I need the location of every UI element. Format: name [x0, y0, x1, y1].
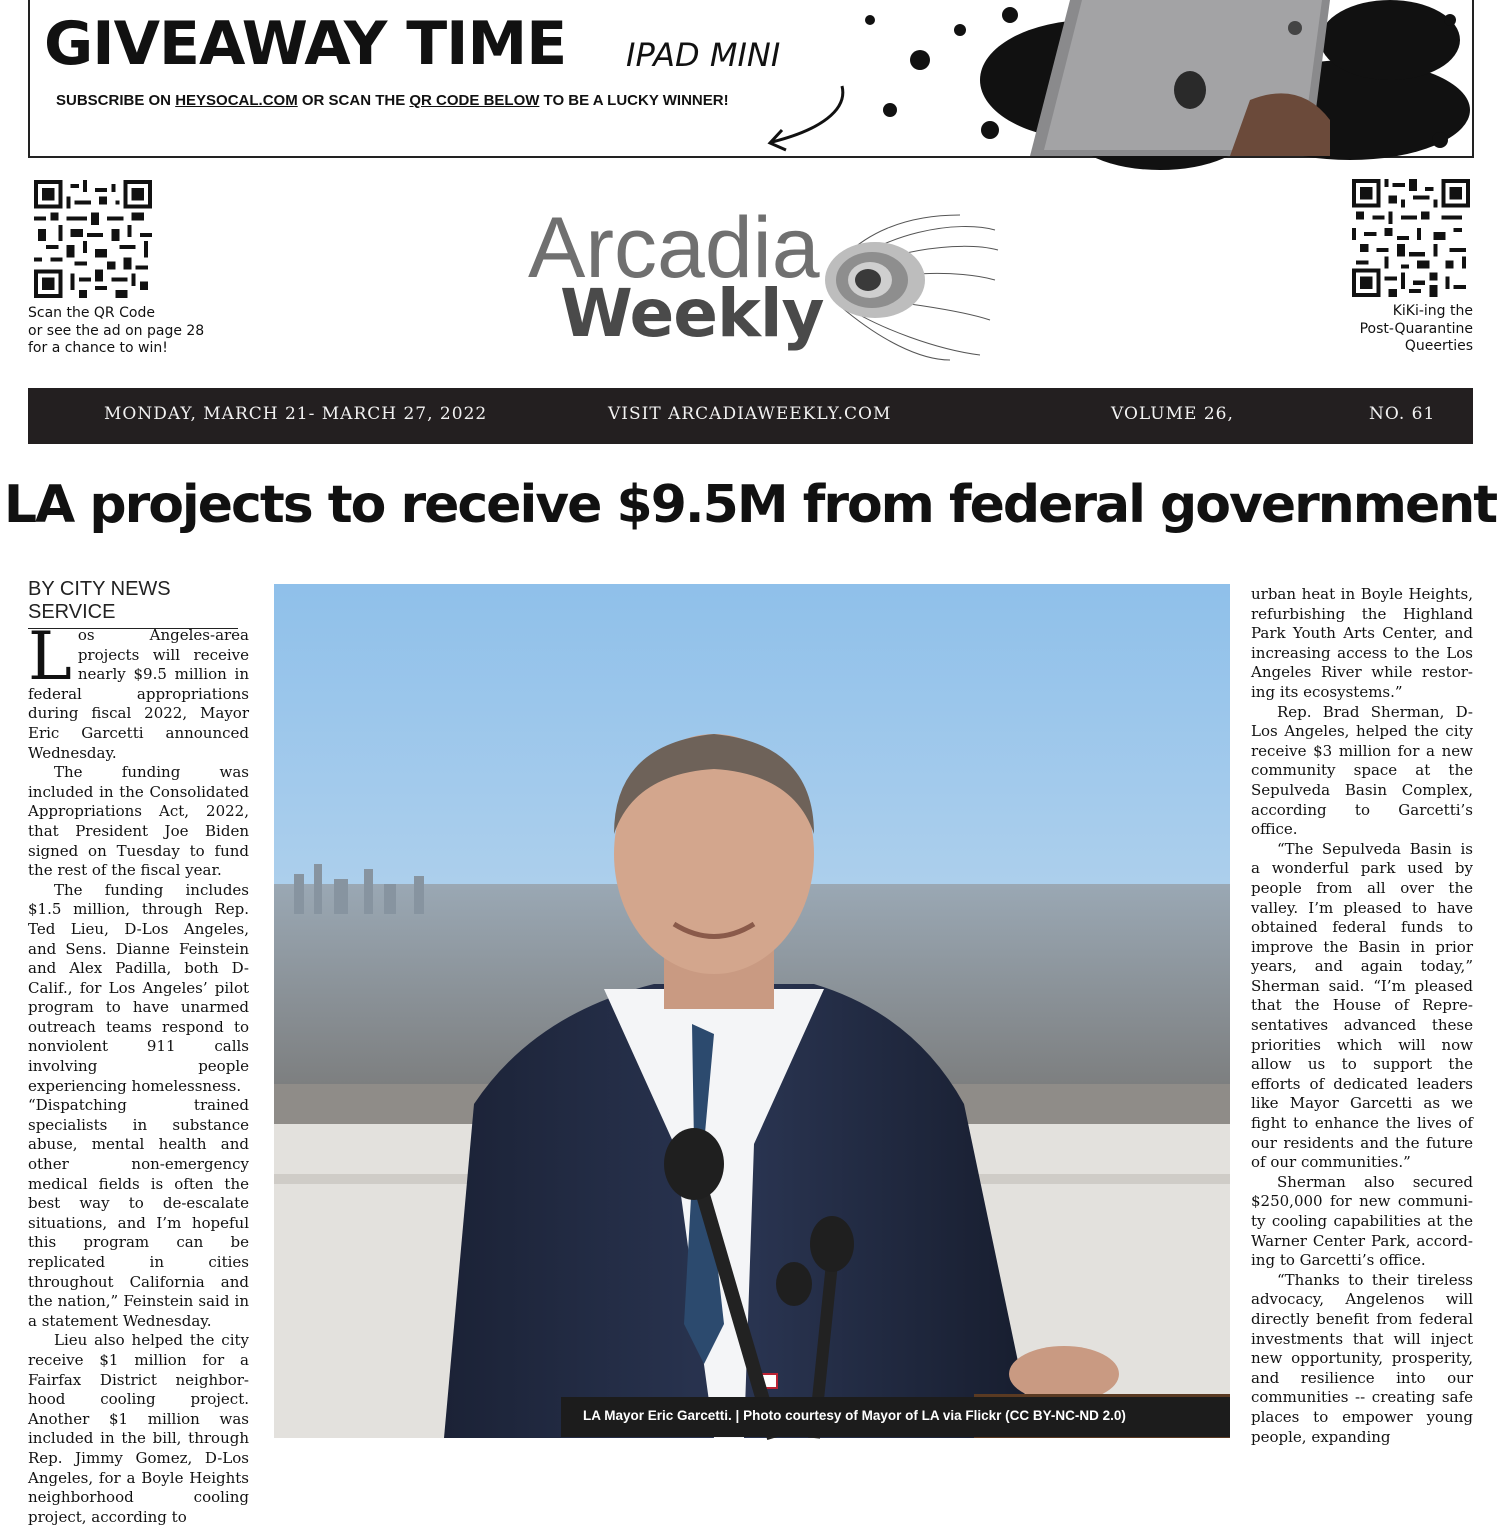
- banner-sub-part: SUBSCRIBE ON: [56, 92, 176, 109]
- banner-product: IPAD MINI: [626, 36, 781, 74]
- article-paragraph: [28, 618, 249, 763]
- dateline-bar: [28, 388, 1473, 444]
- article-column-right: [1251, 585, 1473, 1446]
- banner-sub-part: TO BE A LUCKY WINNER!: [539, 92, 729, 109]
- volume-number: VOLUME 26,: [1111, 404, 1234, 424]
- qr-code-left[interactable]: [34, 180, 152, 298]
- article-photo[interactable]: [274, 584, 1230, 1438]
- left-promo-line: or see the ad on page 28: [28, 322, 205, 339]
- right-promo-line: KiKi-ing the: [1392, 303, 1473, 319]
- right-promo-line: Post-Quarantine: [1359, 320, 1473, 337]
- giveaway-banner[interactable]: [28, 0, 1474, 158]
- article-paragraph: urban heat in Boyle Heights, refurbishing the Highland Park Youth Arts Center, and increasing access to the Los Angeles River while restoring its ecosystems.”: [1251, 585, 1473, 701]
- article-paragraph: The funding includes $1.5 million, through Rep. Ted Lieu, D-Los Angeles, and Sens. Dianne Feinstein and Alex Padilla, both D-Calif., for Los Angeles’ pilot program to have unarmed outreach teams respond to nonviolent 911 calls involving people experiencing homelessness.: [28, 880, 249, 1095]
- left-promo-line: for a chance to win!: [28, 340, 168, 356]
- garcetti-photo-image: [274, 584, 1230, 1438]
- right-promo-text[interactable]: [1300, 303, 1473, 356]
- drop-cap: L: [28, 618, 72, 695]
- article-paragraph: “Thanks to their tireless advocacy, Angelenos will directly benefit from federal investments that will inject new opportunity, prosperity, and resilience into our communities -- creating safe places to empower young people, expanding: [1251, 1270, 1473, 1446]
- left-promo-line: Scan the QR Code: [28, 305, 155, 321]
- site-link[interactable]: VISIT ARCADIAWEEKLY.COM: [608, 404, 892, 424]
- logo-weekly-text: Weekly: [560, 275, 824, 352]
- banner-title: GIVEAWAY TIME: [44, 9, 567, 79]
- article-paragraph: Sherman also secured $250,000 for new community cooling capabilities at the Warner Center Park, according to Garcetti’s office.: [1251, 1172, 1473, 1270]
- article-paragraph: “The Sepulveda Basin is a wonderful park used by people from all over the valley. I’m pleased to have obtained federal funds to improve the Basin in prior years, and again today,” Sherman said. “I’m pleased that the House of Representatives advanced these priorities which will now allow us to support the efforts of dedicated leaders like Mayor Garcetti as we fight to enhance the lives of our residents and the future of our communities.”: [1251, 839, 1473, 1172]
- arcadia-weekly-logo[interactable]: [520, 200, 1000, 370]
- article-paragraph: The funding was included in the Consolidated Appropriations Act, 2022, that President Joe Biden signed on Tuesday to fund the rest of the fiscal year.: [28, 763, 249, 880]
- banner-subscribe-text: [56, 92, 729, 109]
- paragraph-text: os Angeles-area projects will receive nearly $9.5 million in federal appropriations during fiscal 2022, Mayor Eric Garcetti announced Wednesday.: [28, 626, 249, 762]
- article-headline: LA projects to receive $9.5M from federal government: [3, 475, 1497, 535]
- article-paragraph: Lieu also helped the city receive $1 million for a Fairfax District neighborhood cooling project. Another $1 million was included in the bill, through Rep. Jimmy Gomez, D-Los Angeles, for a Boyle Heights neighborhood cooling project, according to: [28, 1331, 249, 1526]
- photo-caption: LA Mayor Eric Garcetti. | Photo courtesy of Mayor of LA via Flickr (CC BY-NC-ND 2.0): [561, 1397, 1230, 1437]
- left-promo-text: [28, 305, 268, 358]
- article-paragraph: Rep. Brad Sherman, D-Los Angeles, helped the city receive $3 million for a new community space at the Sepulveda Basin Complex, according to Garcetti’s office.: [1251, 702, 1473, 839]
- banner-sub-part: OR SCAN THE: [297, 92, 410, 109]
- heysocal-link[interactable]: HEYSOCAL.COM: [175, 92, 298, 109]
- article-column-left: [28, 618, 249, 1526]
- ipad-ink-splat-image: [830, 0, 1474, 156]
- article-paragraph: “Dispatching trained specialists in substance abuse, mental health and other non-emergency medical fields is often the best way to de-escalate situations, and I’m hopeful this program can be replicated in cities throughout California and the nation,” Feinstein said in a statement Wednesday.: [28, 1096, 249, 1330]
- qr-code-link[interactable]: QR CODE BELOW: [409, 92, 540, 109]
- issue-date: MONDAY, MARCH 21- MARCH 27, 2022: [104, 404, 488, 424]
- right-promo-line: Queerties: [1404, 338, 1473, 354]
- qr-code-right[interactable]: [1352, 179, 1470, 297]
- logo-arcadia-text: Arcadia: [528, 200, 820, 296]
- issue-number: NO. 61: [1369, 404, 1436, 424]
- byline: BY CITY NEWS SERVICE: [28, 578, 238, 629]
- peacock-feather-icon: [820, 210, 1000, 360]
